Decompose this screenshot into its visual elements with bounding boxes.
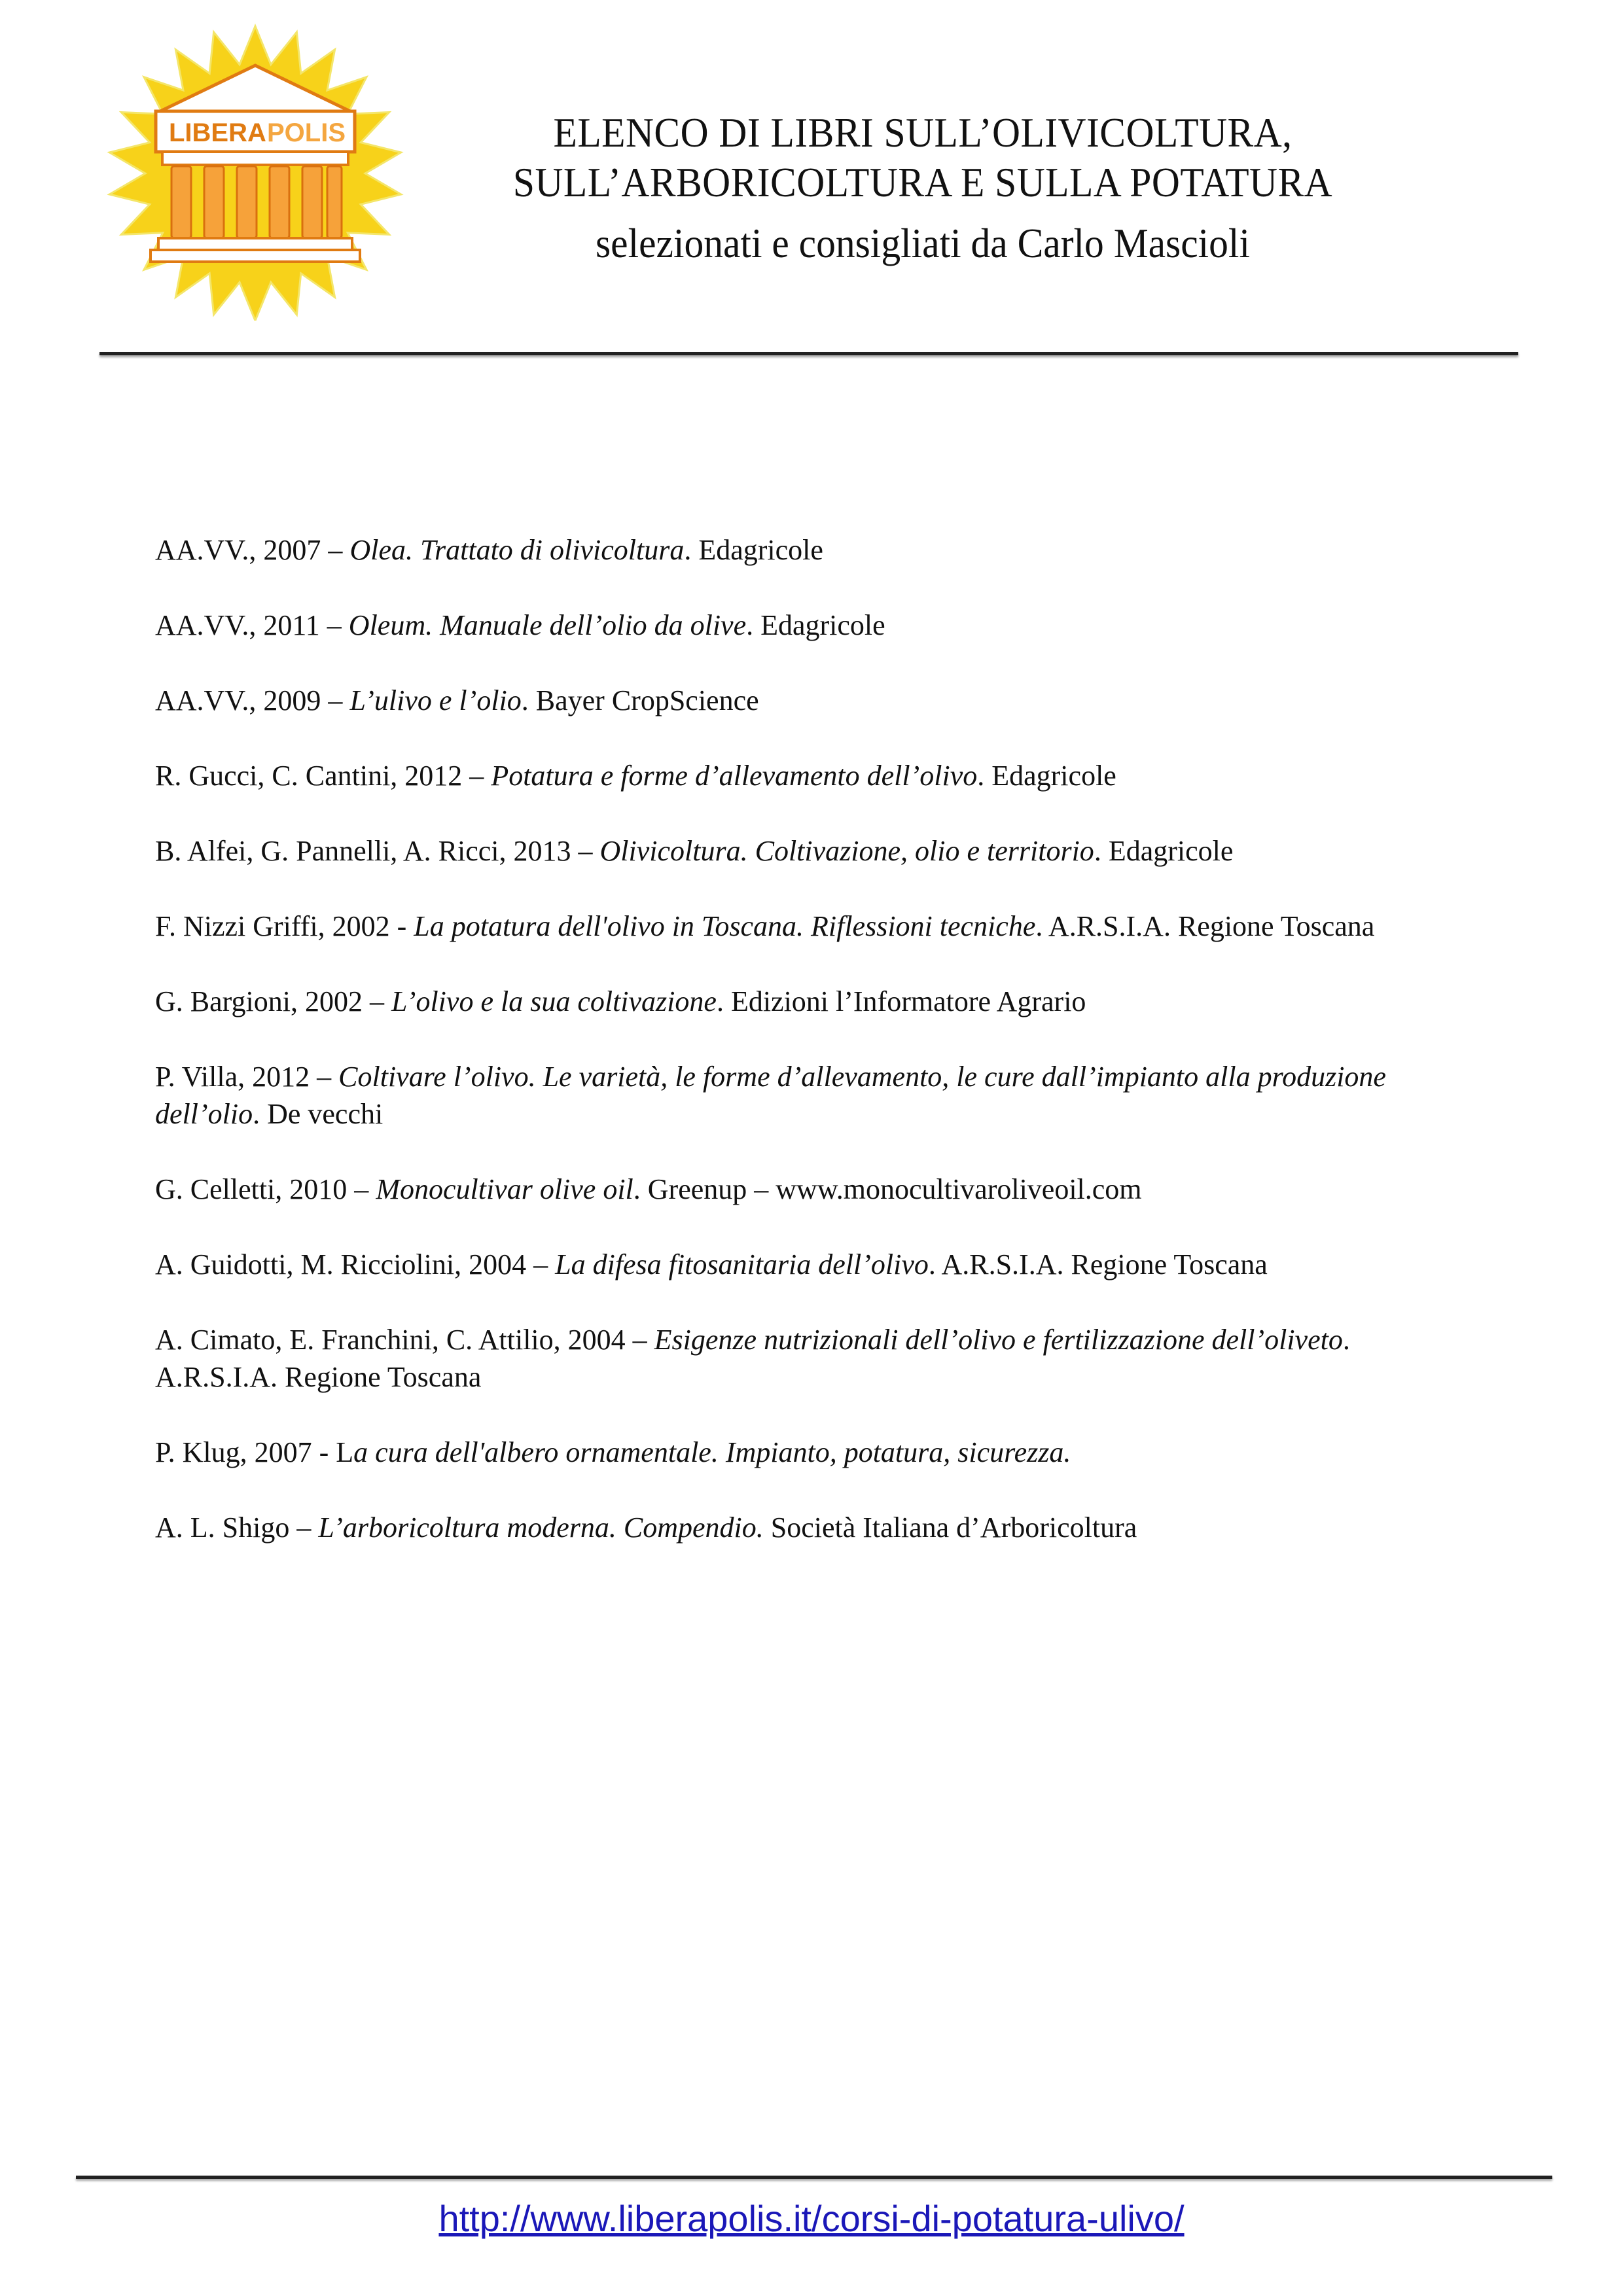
entry-title: Coltivare l’olivo. Le varietà, le forme d’allevamento, le cure dall’impianto alla produzione dell’olio: [155, 1061, 1386, 1130]
document-title-line-1: ELENCO DI LIBRI SULL’OLIVICOLTURA,: [553, 109, 1293, 156]
entry-publisher: . A.R.S.I.A. Regione Toscana: [1035, 910, 1375, 942]
entry-publisher: . Edagricole: [746, 609, 885, 641]
entry-author: F. Nizzi Griffi, 2002 -: [155, 910, 414, 942]
entry-publisher: Società Italiana d’Arboricoltura: [763, 1511, 1137, 1544]
entry-title: a cura dell'albero ornamentale. Impianto, potatura, sicurezza.: [353, 1436, 1071, 1468]
entry-publisher: . Edagricole: [1094, 835, 1234, 867]
entry-author: G. Bargioni, 2002 –: [155, 985, 391, 1017]
entry-title: Olea. Trattato di olivicoltura: [349, 534, 685, 566]
bibliography-list: [155, 531, 1477, 1584]
entry-title: La difesa fitosanitaria dell’olivo: [555, 1248, 929, 1280]
bibliography-entry: [155, 1058, 1477, 1133]
entry-publisher: . Edizioni l’Informatore Agrario: [716, 985, 1086, 1017]
entry-publisher: . A.R.S.I.A. Regione Toscana: [928, 1248, 1268, 1280]
header-divider: [99, 352, 1518, 355]
entry-author: G. Celletti, 2010 –: [155, 1173, 376, 1205]
bibliography-entry: [155, 1321, 1477, 1396]
entry-title: Esigenze nutrizionali dell’olivo e fertilizzazione dell’oliveto: [654, 1324, 1343, 1356]
entry-publisher: . Edagricole: [977, 760, 1116, 792]
entry-publisher: . Bayer CropScience: [521, 684, 759, 716]
entry-title: L’ulivo e l’olio: [349, 684, 522, 716]
entry-author: AA.VV., 2007 –: [155, 534, 350, 566]
entry-author: AA.VV., 2009 –: [155, 684, 350, 716]
bibliography-entry: [155, 531, 1477, 569]
entry-title: Potatura e forme d’allevamento dell’olivo: [491, 760, 978, 792]
entry-publisher: . A.R.S.I.A. Regione Toscana: [155, 1324, 1350, 1393]
bibliography-entry: [155, 1171, 1477, 1208]
entry-publisher: . Greenup – www.monocultivaroliveoil.com: [633, 1173, 1142, 1205]
document-title-line-2: SULL’ARBORICOLTURA E SULLA POTATURA: [512, 159, 1333, 205]
footer-url-link[interactable]: http://www.liberapolis.it/corsi-di-potatura-ulivo/: [438, 2198, 1185, 2239]
bibliography-entry: [155, 1509, 1477, 1546]
entry-author: A. Guidotti, M. Ricciolini, 2004 –: [155, 1248, 556, 1280]
liberapolis-logo: [98, 20, 412, 321]
bibliography-entry: [155, 682, 1477, 719]
logo-wordmark-left: LIBERA: [169, 118, 266, 147]
document-header: [458, 108, 1387, 273]
entry-author: A. L. Shigo –: [155, 1511, 319, 1544]
entry-title: L’arboricoltura moderna. Compendio.: [318, 1511, 764, 1544]
entry-author: P. Klug, 2007 - L: [155, 1436, 354, 1468]
entry-author: R. Gucci, C. Cantini, 2012 –: [155, 760, 491, 792]
entry-title: La potatura dell'olivo in Toscana. Riflessioni tecniche: [414, 910, 1036, 942]
document-subtitle: selezionati e consigliati da Carlo Mascioli: [596, 220, 1250, 266]
entry-publisher: . Edagricole: [684, 534, 823, 566]
entry-publisher: . De vecchi: [253, 1098, 383, 1130]
bibliography-entry: [155, 832, 1477, 870]
entry-title: Olivicoltura. Coltivazione, olio e territorio: [599, 835, 1094, 867]
entry-author: P. Villa, 2012 –: [155, 1061, 339, 1093]
logo-wordmark-right: POLIS: [267, 118, 346, 147]
entry-author: B. Alfei, G. Pannelli, A. Ricci, 2013 –: [155, 835, 600, 867]
bibliography-entry: [155, 908, 1477, 945]
footer-divider: [76, 2176, 1552, 2179]
entry-title: Oleum. Manuale dell’olio da olive: [348, 609, 747, 641]
bibliography-entry: [155, 1246, 1477, 1283]
entry-author: A. Cimato, E. Franchini, C. Attilio, 2004 –: [155, 1324, 654, 1356]
bibliography-entry: [155, 757, 1477, 794]
bibliography-entry: [155, 607, 1477, 644]
bibliography-entry: [155, 1434, 1477, 1471]
entry-title: Monocultivar olive oil: [376, 1173, 633, 1205]
entry-title: L’olivo e la sua coltivazione: [391, 985, 717, 1017]
entry-author: AA.VV., 2011 –: [155, 609, 349, 641]
bibliography-entry: [155, 983, 1477, 1020]
